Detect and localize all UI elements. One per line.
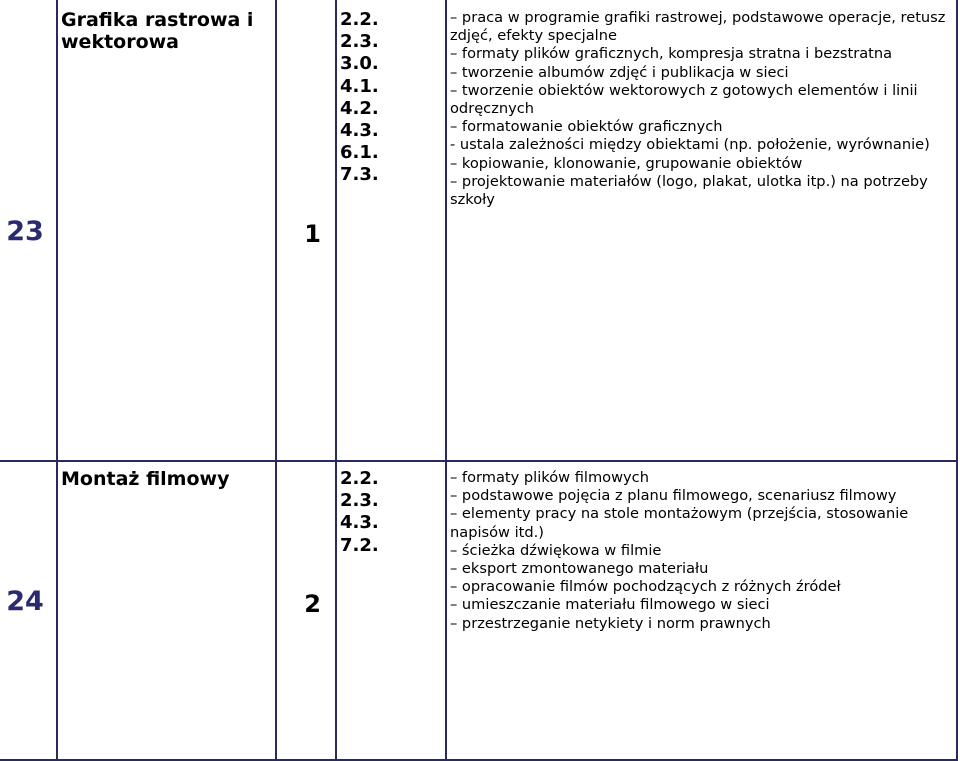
- code-item: 2.3.: [340, 31, 379, 53]
- code-item: 7.2.: [340, 534, 379, 556]
- row-number-cell: [0, 461, 57, 760]
- topic-item: – formatowanie obiektów graficznych: [450, 118, 723, 136]
- topics-cell: [446, 0, 957, 461]
- code-item: 4.3.: [340, 120, 379, 142]
- code-item: 7.3.: [340, 164, 379, 186]
- topic-list: [447, 462, 956, 633]
- topic-item: – formaty plików graficznych, kompresja stratna i bezstratna: [450, 45, 893, 63]
- code-item: 2.3.: [340, 490, 379, 512]
- topic-item: – przestrzeganie netykiety i norm prawnych: [450, 614, 771, 632]
- topic-item: – ścieżka dźwiękowa w filmie: [450, 541, 662, 559]
- hours-value: 1: [304, 220, 321, 248]
- code-item: 2.2.: [340, 9, 379, 30]
- code-item: 4.3.: [340, 512, 379, 534]
- row-number: 23: [6, 216, 44, 247]
- topic-item: – elementy pracy na stole montażowym (przejścia, stosowanie napisów itd.): [450, 505, 909, 541]
- code-item: 2.2.: [340, 468, 379, 489]
- module-name-cell: [57, 461, 276, 760]
- topic-item: – eksport zmontowanego materiału: [450, 560, 709, 578]
- topic-item: – tworzenie albumów zdjęć i publikacja w sieci: [450, 63, 789, 81]
- topic-item: – projektowanie materiałów (logo, plakat, ulotka itp.) na potrzeby szkoły: [450, 172, 928, 209]
- row-number: 24: [6, 586, 44, 617]
- codes-cell: [336, 0, 446, 461]
- module-name: Montaż filmowy: [61, 468, 230, 490]
- requirement-codes: [337, 0, 445, 187]
- topic-item: – umieszczanie materiału filmowego w sieci: [450, 596, 770, 614]
- code-item: 4.2.: [340, 97, 379, 119]
- code-item: 4.1.: [340, 75, 379, 97]
- hours-cell: [276, 461, 336, 760]
- code-item: 6.1.: [340, 142, 379, 164]
- topic-item: – praca w programie grafiki rastrowej, podstawowe operacje, retusz zdjęć, efekty specjalne: [450, 9, 946, 45]
- topic-item: – opracowanie filmów pochodzących z różnych źródeł: [450, 578, 841, 596]
- topic-item: – tworzenie obiektów wektorowych z gotowych elementów i linii odręcznych: [450, 81, 918, 118]
- topic-item: - ustala zależności między obiektami (np. położenie, wyrównanie): [450, 136, 930, 154]
- row-number-cell: [0, 0, 57, 461]
- table-row: [0, 461, 957, 760]
- topic-item: – podstawowe pojęcia z planu filmowego, scenariusz filmowy: [450, 487, 897, 505]
- code-item: 3.0.: [340, 53, 379, 75]
- topic-item: – kopiowanie, klonowanie, grupowanie obiektów: [450, 154, 803, 172]
- topic-list: [447, 0, 956, 209]
- module-name: Grafika rastrowa i wektorowa: [61, 9, 254, 53]
- requirement-codes: [337, 462, 445, 557]
- codes-cell: [336, 461, 446, 760]
- hours-cell: [276, 0, 336, 461]
- topics-cell: [446, 461, 957, 760]
- hours-value: 2: [304, 590, 321, 618]
- module-name-cell: [57, 0, 276, 461]
- topic-item: – formaty plików filmowych: [450, 469, 649, 486]
